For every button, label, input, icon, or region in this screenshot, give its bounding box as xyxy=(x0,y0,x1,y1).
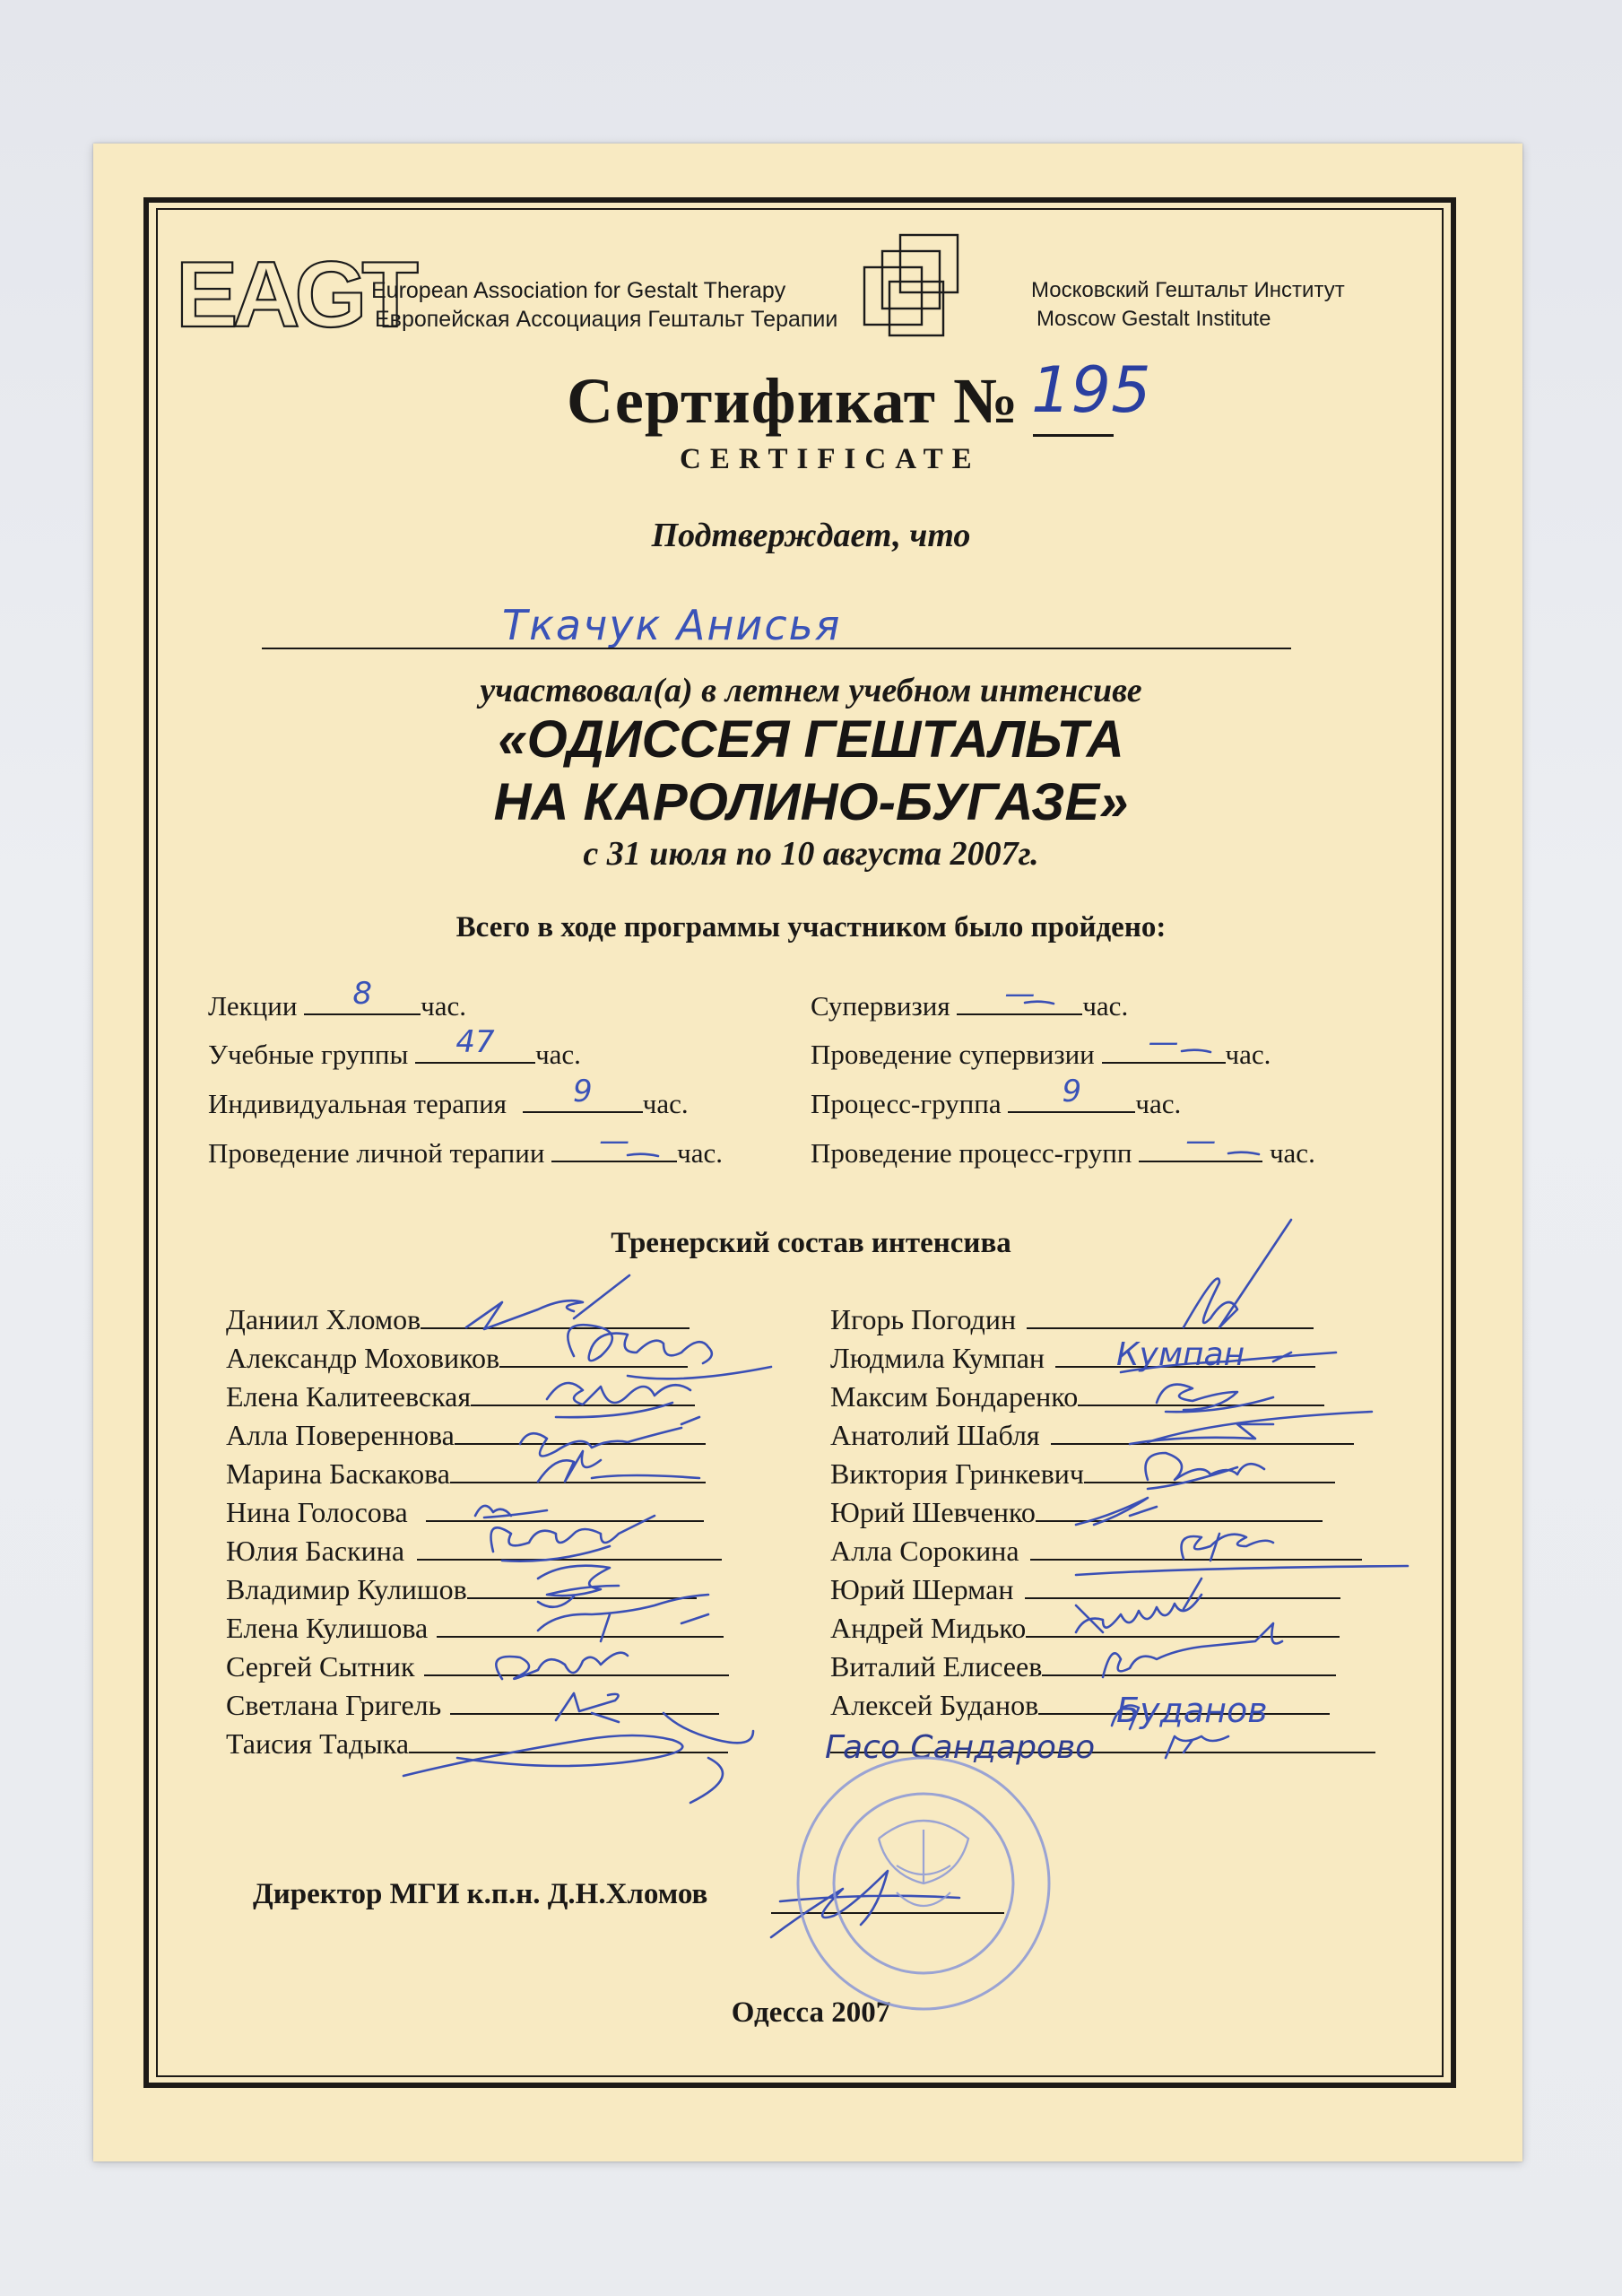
trainer-name: Алексей Буданов xyxy=(830,1689,1039,1721)
signature-line xyxy=(437,1613,724,1638)
director-line: Директор МГИ к.п.н. Д.Н.Хломов xyxy=(253,1878,708,1910)
confirms-text: Подтверждает, что xyxy=(651,517,971,554)
mgi-name-en: Moscow Gestalt Institute xyxy=(1037,307,1271,331)
eagt-name-en: European Association for Gestalt Therapy xyxy=(371,278,786,303)
hours-value-field xyxy=(304,976,421,1015)
signature-line xyxy=(1078,1381,1324,1406)
hours-label: Учебные группы xyxy=(208,1039,409,1070)
hours-row-conducting-supervision xyxy=(811,1024,1271,1071)
hours-label: Проведение супервизии xyxy=(811,1039,1095,1070)
trainer-row xyxy=(830,1378,1375,1416)
trainer-row xyxy=(830,1686,1375,1725)
trainer-row xyxy=(830,1416,1375,1455)
signature-line xyxy=(450,1458,706,1483)
trainer-row xyxy=(226,1493,729,1532)
trainers-left-list xyxy=(226,1300,729,1763)
hours-row-conducting-process-groups xyxy=(811,1123,1315,1170)
signature-line xyxy=(471,1381,695,1406)
signature-extra: Гасо Сандарово xyxy=(825,1729,1096,1766)
hours-label: Супервизия xyxy=(811,990,950,1022)
certificate-subtitle: CERTIFICATE xyxy=(680,443,981,475)
signature-budanov: Буданов xyxy=(1116,1691,1268,1730)
signature-line xyxy=(1036,1497,1323,1522)
signature-line xyxy=(1038,1690,1330,1715)
svg-text:EAGT: EAGT xyxy=(176,243,413,347)
hours-value-field xyxy=(551,1123,677,1162)
trainer-name: Людмила Кумпан xyxy=(830,1342,1045,1374)
trainer-row xyxy=(830,1455,1375,1493)
trainer-name: Светлана Григель xyxy=(226,1689,442,1721)
trainer-row xyxy=(830,1570,1375,1609)
signature-line xyxy=(421,1304,690,1329)
trainer-name: Юрий Шерман xyxy=(830,1573,1014,1605)
trainers-right-list xyxy=(830,1300,1375,1763)
hours-unit: час. xyxy=(421,990,467,1022)
hours-value: 47 xyxy=(455,1024,495,1060)
signature-line xyxy=(467,1574,697,1599)
trainer-name: Марина Баскакова xyxy=(226,1457,450,1490)
hours-row-process-group xyxy=(811,1074,1182,1120)
signature-line xyxy=(1030,1535,1362,1561)
signature-line xyxy=(1084,1458,1335,1483)
hours-value: — xyxy=(1185,1123,1217,1159)
signature-line xyxy=(1026,1613,1340,1638)
mgi-name xyxy=(1031,276,1345,334)
trainer-row xyxy=(830,1725,1375,1763)
eagt-logo xyxy=(176,243,413,347)
trainer-name: Максим Бондаренко xyxy=(830,1380,1079,1413)
trainer-name: Виктория Гринкевич xyxy=(830,1457,1085,1490)
hours-value-field xyxy=(957,976,1082,1015)
trainer-name: Нина Голосова xyxy=(226,1496,408,1528)
program-dates: с 31 июля по 10 августа 2007г. xyxy=(583,835,1039,873)
trainer-row xyxy=(226,1455,729,1493)
signature-line xyxy=(499,1343,688,1368)
program-title xyxy=(0,709,1622,834)
trainer-name: Анатолий Шабля xyxy=(830,1419,1040,1451)
signature-line xyxy=(424,1651,729,1676)
mgi-logo xyxy=(863,231,977,343)
hours-value-field xyxy=(523,1074,643,1113)
trainer-row xyxy=(226,1300,729,1339)
hours-value: 8 xyxy=(352,976,372,1012)
hours-unit: час. xyxy=(1082,990,1129,1022)
hours-label: Процесс-группа xyxy=(811,1088,1002,1119)
eagt-name-ru: Европейская Ассоциация Гештальт Терапии xyxy=(375,307,838,332)
signature-line xyxy=(1027,1304,1314,1329)
signature-line xyxy=(1055,1343,1315,1368)
certificate-number: 195 xyxy=(1031,353,1151,427)
trainer-name: Сергей Сытник xyxy=(226,1650,415,1683)
trainer-row xyxy=(830,1300,1375,1339)
certificate-title: Сертификат № xyxy=(567,365,1019,437)
program-title-line1: «ОДИССЕЯ ГЕШТАЛЬТА xyxy=(498,710,1124,769)
hours-row-lectures xyxy=(208,976,467,1022)
hours-label: Индивидуальная терапия xyxy=(208,1088,507,1119)
hours-row-personal-therapy xyxy=(208,1123,724,1170)
hours-value-field xyxy=(1008,1074,1135,1113)
trainer-row xyxy=(226,1686,729,1725)
hours-value: — xyxy=(1148,1024,1179,1060)
hours-row-individual-therapy xyxy=(208,1074,689,1120)
trainer-name: Елена Кулишова xyxy=(226,1612,429,1644)
hours-unit: час. xyxy=(1269,1137,1315,1169)
trainer-name: Юлия Баскина xyxy=(226,1535,405,1567)
trainer-row xyxy=(226,1570,729,1609)
trainer-row xyxy=(226,1532,729,1570)
trainer-row xyxy=(226,1378,729,1416)
total-heading: Всего в ходе программы участником было пройдено: xyxy=(455,911,1167,944)
trainer-name: Андрей Мидько xyxy=(830,1612,1027,1644)
trainer-row xyxy=(226,1648,729,1686)
director-signature-line xyxy=(771,1912,1004,1914)
eagt-name xyxy=(371,276,837,334)
recipient-line xyxy=(262,648,1291,649)
trainer-row xyxy=(226,1416,729,1455)
trainer-row xyxy=(830,1609,1375,1648)
recipient-name: Ткачук Анисья xyxy=(502,601,842,649)
hours-label: Проведение личной терапии xyxy=(208,1137,545,1169)
signature-line xyxy=(1025,1574,1340,1599)
hours-value: 9 xyxy=(1062,1074,1082,1109)
hours-unit: час. xyxy=(1225,1039,1271,1070)
hours-unit: час. xyxy=(642,1088,689,1119)
trainer-name: Юрий Шевченко xyxy=(830,1496,1036,1528)
hours-unit: час. xyxy=(535,1039,581,1070)
hours-unit: час. xyxy=(1135,1088,1182,1119)
trainer-row xyxy=(830,1648,1375,1686)
signature-line xyxy=(450,1690,719,1715)
program-title-line2: НА КАРОЛИНО-БУГАЗЕ» xyxy=(493,773,1129,831)
trainer-row xyxy=(226,1609,729,1648)
signature-line xyxy=(426,1497,704,1522)
mgi-name-ru: Московский Гештальт Институт xyxy=(1031,278,1345,302)
trainer-row xyxy=(830,1493,1375,1532)
signature-line xyxy=(1051,1420,1354,1445)
trainer-row xyxy=(830,1532,1375,1570)
trainer-row xyxy=(226,1339,729,1378)
trainer-row xyxy=(830,1339,1375,1378)
signature-kumpan: Кумпан xyxy=(1116,1336,1245,1373)
hours-label: Лекции xyxy=(208,990,298,1022)
trainer-name: Даниил Хломов xyxy=(226,1303,421,1335)
hours-value-field xyxy=(1139,1123,1262,1162)
trainer-name: Алла Сорокина xyxy=(830,1535,1019,1567)
signature-line xyxy=(417,1535,722,1561)
signature-line xyxy=(409,1728,728,1753)
hours-label: Проведение процесс-групп xyxy=(811,1137,1132,1169)
hours-value-field xyxy=(415,1024,535,1064)
certificate-number-line xyxy=(1033,434,1114,437)
hours-value-field xyxy=(1102,1024,1226,1064)
hours-unit: час. xyxy=(677,1137,724,1169)
trainer-name: Виталий Елисеев xyxy=(830,1650,1043,1683)
hours-value: — xyxy=(599,1123,630,1159)
hours-row-supervision xyxy=(811,976,1129,1022)
hours-value: 9 xyxy=(572,1074,593,1109)
participated-text: участвовал(а) в летнем учебном интенсиве xyxy=(480,672,1142,709)
trainer-name: Владимир Кулишов xyxy=(226,1573,467,1605)
signature-line xyxy=(455,1420,706,1445)
trainer-name: Алла Повереннова xyxy=(226,1419,455,1451)
signature-line xyxy=(1042,1651,1336,1676)
trainer-row xyxy=(226,1725,729,1763)
trainer-name: Елена Калитеевская xyxy=(226,1380,472,1413)
signature-line xyxy=(830,1728,1375,1753)
city-year: Одесса 2007 xyxy=(731,1996,891,2029)
hours-row-study-groups xyxy=(208,1024,581,1071)
trainer-name: Александр Моховиков xyxy=(226,1342,500,1374)
hours-value: — xyxy=(1004,976,1036,1012)
trainer-name: Таисия Тадыка xyxy=(226,1727,410,1760)
trainer-name: Игорь Погодин xyxy=(830,1303,1017,1335)
trainers-heading: Тренерский состав интенсива xyxy=(611,1227,1011,1259)
